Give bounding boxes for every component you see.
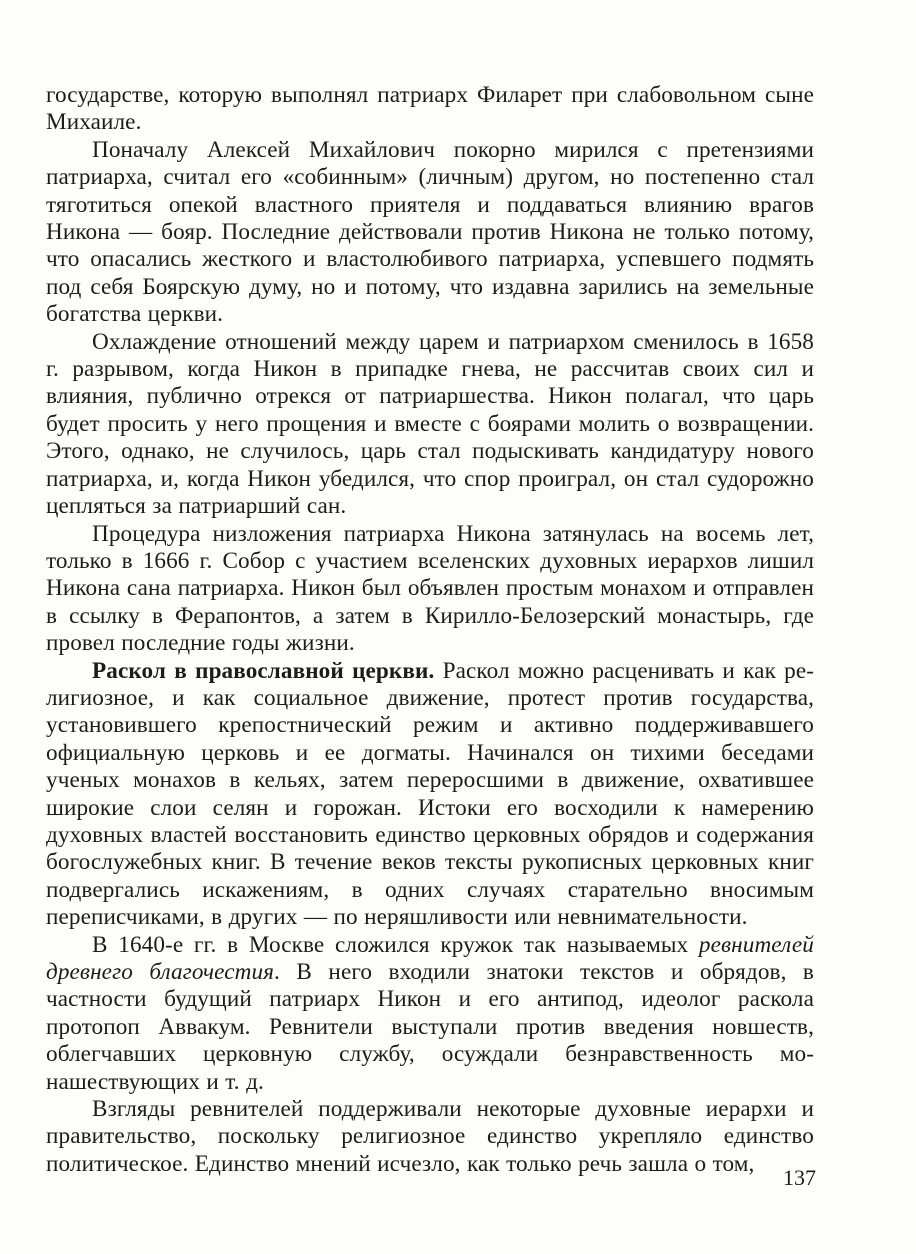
paragraph-3 (46, 329, 814, 521)
body-text (46, 82, 814, 1178)
paragraph-3-text: Охлаждение отношений между царем и патриархом сменилось в 1658 г. разрывом, когда Никон в припадке гнева, не рассчитав своих сил и влияния, публично отрекся от патриаршества. Никон полагал, что царь будет просить у него прощения и вместе с боярами молить о возвращении. Этого, однако, не случилось, царь стал подыскивать кандидатуру нового патриарха, и, когда Никон убедился, что спор проиграл, он стал судорожно цепляться за патриарший сан. (46, 328, 814, 520)
paragraph-4-text: Процедура низложения патриарха Никона затянулась на восемь лет, только в 1666 г. Собор с участием вселенских духовных иерархов лишил Никона сана патриарха. Никон был объявлен простым монахом и отправлен в ссылку в Ферапонтов, а затем в Кирилло-Белозерский монастырь, где провел последние годы жизни. (46, 520, 814, 657)
section-heading: Раскол в православной церкви. (92, 657, 435, 684)
paragraph-1 (46, 82, 814, 137)
paragraph-6-text: . В него входили знатоки текстов и обрядов, в частности будущий патриарх Никон и его антипод, идеолог раскола протопоп Аввакум. Ревнители выступали против введения новшеств, облегчавших церковную службу, осуждали безнравственность монашествующих и т. д. (46, 959, 814, 1095)
paragraph-6-lead: В 1640-е гг. в Москве сложился кружок так называемых (92, 931, 699, 958)
page-number: 137 (783, 1165, 816, 1190)
paragraph-6 (46, 932, 814, 1096)
paragraph-7 (46, 1096, 814, 1178)
paragraph-2 (46, 137, 814, 329)
paragraph-5 (46, 658, 814, 932)
paragraph-1-text: государстве, которую выполнял патриарх Филарет при слабовольном сыне Михаиле. (46, 82, 814, 136)
paragraph-7-text: Взгляды ревнителей поддерживали некоторые духовные иерархи и правительство, поскольку религиозное единство укрепляло единство политическое. Единство мнений исчезло, как только речь зашла о том, (46, 1096, 814, 1177)
paragraph-4 (46, 521, 814, 658)
paragraph-5-text: Раскол можно расценивать и как религиозное, и как социальное движение, протест против государства, установившего крепостнический режим и активно поддерживавшего официальную церковь и ее догматы. Начинался он тихими беседами ученых монахов в кельях, затем переросшими в движение, охватившее широкие слои селян и горожан. Истоки его восходили к намерению духовных властей восстановить единство церковных обрядов и содержания богослужебных книг. В течение веков тексты рукописных церковных книг подвергались искажениям, в одних случаях старательно вносимым переписчиками, в других — по неряшливости или невнимательности. (46, 657, 814, 931)
italic-term: ревнителей древнего благочестия (46, 931, 814, 985)
paragraph-2-text: Поначалу Алексей Михайлович покорно мирился с претензиями патриарха, считал его «собинным» (личным) другом, но постепенно стал тяготиться опекой властного приятеля и поддаваться влиянию врагов Никона — бояр. Последние действовали против Никона не только потому, что опасались жесткого и властолюбивого патриарха, успевшего подмять под себя Боярскую думу, но и потому, что издавна зарились на земельные богатства церкви. (46, 136, 814, 328)
